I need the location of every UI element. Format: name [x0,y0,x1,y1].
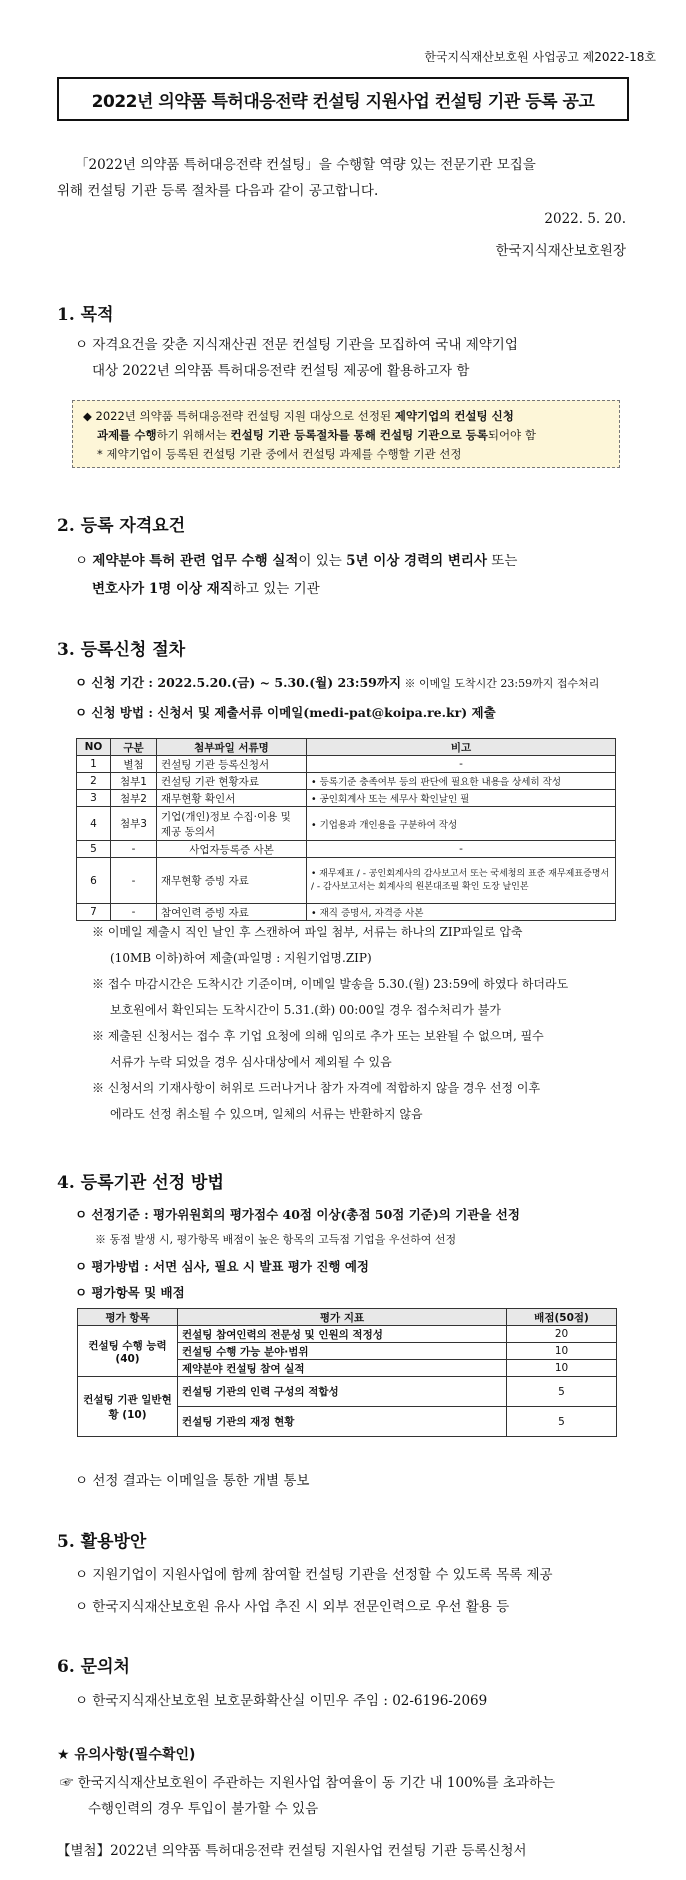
note-2-cont: 보호원에서 확인되는 도착시간이 5.31.(화) 00:00일 경우 접수처리가 불가 [110,1003,501,1017]
table-row: 4 첨부3 기업(개인)정보 수집·이용 및 제공 동의서 • 기업용과 개인용을 구분하여 작성 [77,807,616,841]
note-1: ※ 이메일 제출시 직인 날인 후 스캔하여 파일 첨부, 서류는 하나의 ZIP파일로 압축 [92,925,523,939]
evaluation-table: 평가 항목 평가 지표 배점(50점) 컨설팅 수행 능력 (40) 컨설팅 참여인력의 전문성 및 인원의 적정성 20 컨설팅 수행 가능 분야·범위 10 제약분야 컨설팅 참여 실적 10 컨설팅 기관 일반현황 (10) 컨설팅 기관의 인력 구성의 적합성 5 컨설팅 기관의 재정 현황 5 [77,1308,617,1437]
note-1-cont: (10MB 이하)하여 제출(파일명 : 지원기업명.ZIP) [110,951,372,965]
note-2: ※ 접수 마감시간은 도착시간 기준이며, 이메일 발송을 5.30.(월) 23:59에 하였다 하더라도 [92,977,569,991]
box-text-b: 제약기업의 컨설팅 신청 [394,409,514,423]
sec1-item-line-2: 대상 2022년 의약품 특허대응전략 컨설팅 제공에 활용하고자 함 [92,363,470,379]
notice-number: 한국지식재산보호원 사업공고 제2022-18호 [424,50,656,64]
section-4-heading: 4. 등록기관 선정 방법 [57,1173,224,1193]
table-row: 2 첨부1 컨설팅 기관 현황자료 • 등록기준 충족여부 등의 판단에 필요한 내용을 상세히 작성 [77,773,616,790]
highlight-box [72,400,620,468]
note-4-cont: 에라도 선정 취소될 수 있으며, 일체의 서류는 반환하지 않음 [110,1107,423,1121]
evaluation-method: ㅇ 평가방법 : 서면 심사, 필요 시 발표 평가 진행 예정 [75,1259,369,1274]
intro-line-2: 위해 컨설팅 기관 등록 절차를 다음과 같이 공고합니다. [57,183,379,199]
table-row: 1 별첨 컨설팅 기관 등록신청서 - [77,756,616,773]
section-6-heading: 6. 문의처 [57,1657,130,1677]
table-row: 제약분야 컨설팅 참여 실적 10 [78,1360,617,1377]
attachment-line: 【별첨】2022년 의약품 특허대응전략 컨설팅 지원사업 컨설팅 기관 등록신청서 [57,1843,527,1859]
section-3-heading: 3. 등록신청 절차 [57,640,186,660]
application-period: ㅇ 신청 기간 : 2022.5.20.(금) ~ 5.30.(월) 23:59까지 ※ 이메일 도착시간 23:59까지 접수처리 [75,675,600,690]
box-note: * 제약기업이 등록된 컨설팅 기관 중에서 컨설팅 과제를 수행할 기관 선정 [97,447,462,461]
table-row: 컨설팅 기관 일반현황 (10) 컨설팅 기관의 인력 구성의 적합성 5 [78,1377,617,1407]
box-text-e: 컨설팅 기관 등록절차를 통해 컨설팅 기관으로 등록 [230,428,488,442]
document-title: 2022년 의약품 특허대응전략 컨설팅 지원사업 컨설팅 기관 등록 공고 [57,77,629,121]
table-row: 5 - 사업자등록증 사본 - [77,841,616,858]
section-2-heading: 2. 등록 자격요건 [57,516,186,536]
usage-item-2: ㅇ 한국지식재산보호원 유사 사업 추진 시 외부 전문인력으로 우선 활용 등 [75,1599,510,1615]
contact-info: ㅇ 한국지식재산보호원 보호문화확산실 이민우 주임 : 02-6196-2069 [75,1693,488,1709]
attachment-table: NO 구분 첨부파일 서류명 비고 1 별첨 컨설팅 기관 등록신청서 - 2 첨부1 컨설팅 기관 현황자료 • 등록기준 충족여부 등의 판단에 필요한 내용을 상세히 작성 3 첨부2 재무현황 확인서 • 공인회계사 또는 세무사 확인날인 필 4 첨부3 기업(개인)정보 수집·이용 및 제공 동의서 • 기업용과 개인용을 구분하여 작성 5 - 사업자등록증 사본 - 6 - 재무현황 증빙 자료 • 재무제표 / - 공인회계사의 감사보고서 또는 국세청의 표준 재무제표증명서 / - 감사보고서는 회계사의 원본대조필 확인 도장 날인본 7 - 참여인력 증빙 자료 • 재직 증명서, 자격증 사본 [76,738,616,921]
table-row: 3 첨부2 재무현황 확인서 • 공인회계사 또는 세무사 확인날인 필 [77,790,616,807]
caution-line-1: ☞ 한국지식재산보호원이 주관하는 지원사업 참여율이 동 기간 내 100%를 초과하는 [60,1775,555,1791]
evaluation-items-label: ㅇ 평가항목 및 배점 [75,1285,185,1300]
issuer: 한국지식재산보호원장 [495,243,626,259]
issue-date: 2022. 5. 20. [544,211,626,227]
usage-item-1: ㅇ 지원기업이 지원사업에 함께 참여할 컨설팅 기관을 선정할 수 있도록 목록 제공 [75,1567,553,1583]
sec1-item-line-1: ㅇ 자격요건을 갖춘 지식재산권 전문 컨설팅 기관을 모집하여 국내 제약기업 [75,337,518,353]
caution-line-2: 수행인력의 경우 투입이 불가할 수 있음 [88,1801,319,1817]
intro-line-1: 「2022년 의약품 특허대응전략 컨설팅」을 수행할 역량 있는 전문기관 모집을 [75,157,536,173]
note-3-cont: 서류가 누락 되었을 경우 심사대상에서 제외될 수 있음 [110,1055,392,1069]
box-text-c: 과제를 수행 [97,428,157,442]
sec2-requirement-line-1: ㅇ 제약분야 특허 관련 업무 수행 실적이 있는 5년 이상 경력의 변리사 또는 [75,553,518,569]
table-row: 컨설팅 수행 능력 (40) 컨설팅 참여인력의 전문성 및 인원의 적정성 20 [78,1326,617,1343]
sec2-requirement-line-2: 변호사가 1명 이상 재직하고 있는 기관 [92,581,320,597]
note-3: ※ 제출된 신청서는 접수 후 기업 요청에 의해 임의로 추가 또는 보완될 수 없으며, 필수 [92,1029,544,1043]
selection-criteria: ㅇ 선정기준 : 평가위원회의 평가점수 40점 이상(총점 50점 기준)의 기관을 선정 [75,1207,520,1222]
table-row: 컨설팅 수행 가능 분야·범위 10 [78,1343,617,1360]
table-row: 7 - 참여인력 증빙 자료 • 재직 증명서, 자격증 사본 [77,904,616,921]
selection-result: ㅇ 선정 결과는 이메일을 통한 개별 통보 [75,1473,310,1489]
selection-criteria-note: ※ 동점 발생 시, 평가항목 배점이 높은 항목의 고득점 기업을 우선하여 선정 [95,1233,457,1246]
section-1-heading: 1. 목적 [57,305,114,325]
caution-heading: ★ 유의사항(필수확인) [57,1747,196,1763]
box-text-a: ◆ 2022년 의약품 특허대응전략 컨설팅 지원 대상으로 선정된 [83,409,395,423]
table-row: 6 - 재무현황 증빙 자료 • 재무제표 / - 공인회계사의 감사보고서 또는 국세청의 표준 재무제표증명서 / - 감사보고서는 회계사의 원본대조필 확인 도장 날인본 [77,858,616,904]
box-text-f: 되어야 함 [487,428,536,442]
table-row: 컨설팅 기관의 재정 현황 5 [78,1407,617,1437]
application-method: ㅇ 신청 방법 : 신청서 및 제출서류 이메일(medi-pat@koipa.re.kr) 제출 [75,705,496,720]
box-text-d: 하기 위해서는 [156,428,231,442]
note-4: ※ 신청서의 기재사항이 허위로 드러나거나 참가 자격에 적합하지 않을 경우 선정 이후 [92,1081,541,1095]
section-5-heading: 5. 활용방안 [57,1532,147,1552]
